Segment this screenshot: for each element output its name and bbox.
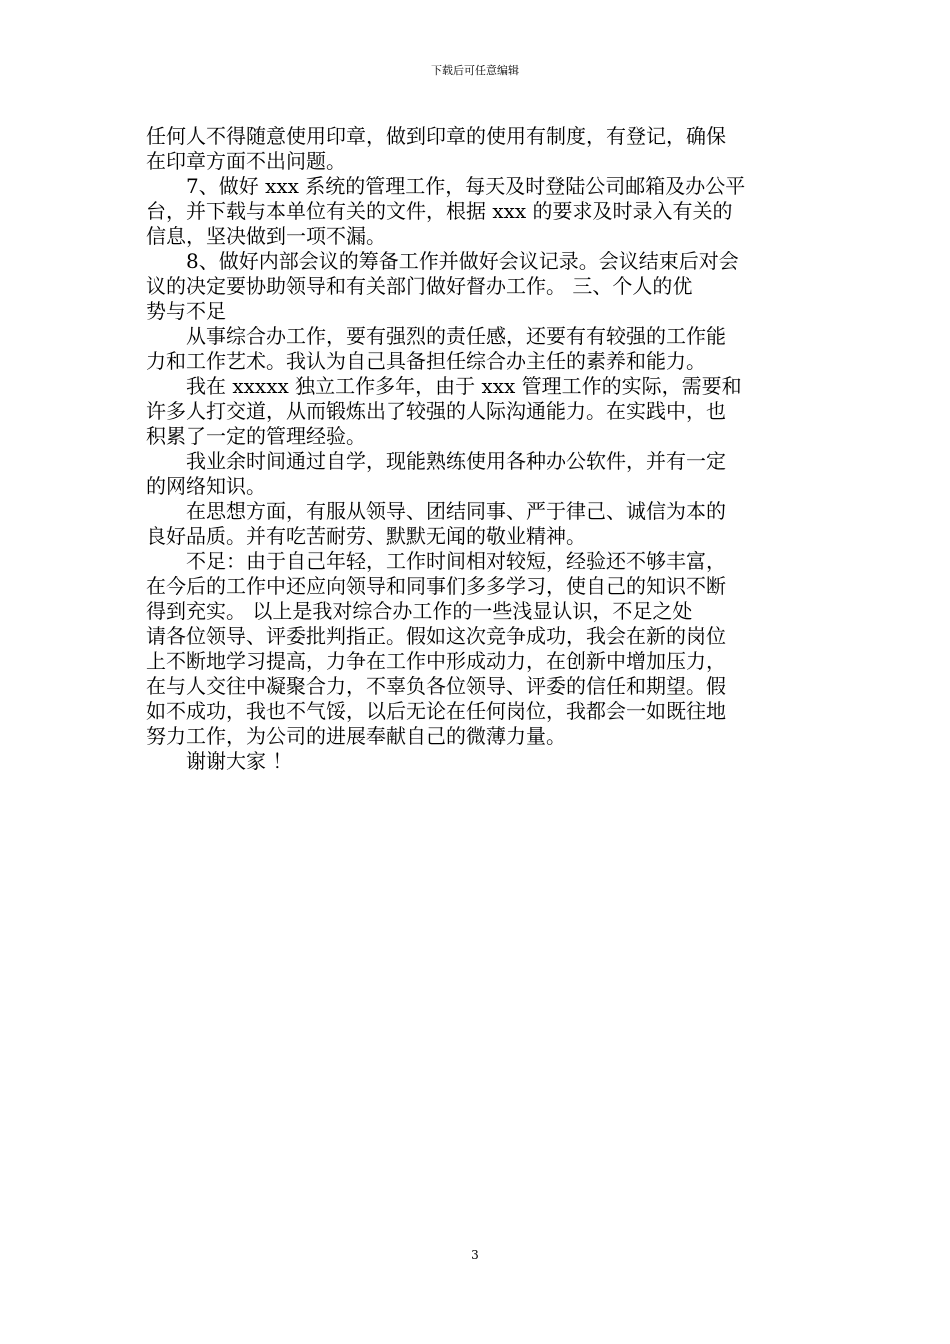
text-line: 不足：由于自己年轻，工作时间相对较短，经验还不够丰富， — [186, 549, 726, 573]
text-line: 努力工作，为公司的进展奉献自己的微薄力量。 — [146, 724, 566, 748]
text-line: 从事综合办工作，要有强烈的责任感，还要有有较强的工作能 — [186, 324, 726, 348]
page-number: 3 — [471, 1248, 479, 1262]
text-line: 在思想方面，有服从领导、团结同事、严于律己、诚信为本的 — [186, 499, 726, 523]
text-line: 在与人交往中凝聚合力，不辜负各位领导、评委的信任和期望。假 — [146, 674, 726, 698]
text-line: 的网络知识。 — [146, 474, 266, 498]
text-line: 如不成功，我也不气馁，以后无论在任何岗位，我都会一如既往地 — [146, 699, 726, 723]
text-line: 积累了一定的管理经验。 — [146, 424, 366, 448]
text-line: 我在 xxxxx 独立工作多年，由于 xxx 管理工作的实际，需要和 — [186, 374, 742, 398]
text-line: 7、做好 xxx 系统的管理工作，每天及时登陆公司邮箱及办公平 — [186, 174, 746, 198]
text-line: 许多人打交道，从而锻炼出了较强的人际沟通能力。在实践中，也 — [146, 399, 726, 423]
text-line: 任何人不得随意使用印章，做到印章的使用有制度，有登记，确保 — [146, 124, 726, 148]
document-body — [146, 124, 806, 774]
page-header: 下载后可任意编辑 — [431, 64, 519, 77]
text-line: 谢谢大家 ！ — [186, 749, 293, 773]
text-line: 在今后的工作中还应向领导和同事们多多学习，使自己的知识不断 — [146, 574, 726, 598]
text-line: 势与不足 — [146, 299, 226, 323]
text-line: 得到充实。 以上是我对综合办工作的一些浅显认识，不足之处 — [146, 599, 693, 623]
text-line: 议的决定要协助领导和有关部门做好督办工作。 三、个人的优 — [146, 274, 693, 298]
text-line: 良好品质。并有吃苦耐劳、默默无闻的敬业精神。 — [146, 524, 586, 548]
text-line: 我业余时间通过自学，现能熟练使用各种办公软件，并有一定 — [186, 449, 726, 473]
text-line: 台，并下载与本单位有关的文件，根据 xxx 的要求及时录入有关的 — [146, 199, 733, 223]
text-line: 力和工作艺术。我认为自己具备担任综合办主任的素养和能力。 — [146, 349, 706, 373]
text-line: 信息，坚决做到一项不漏。 — [146, 224, 386, 248]
text-line: 请各位领导、评委批判指正。假如这次竞争成功，我会在新的岗位 — [146, 624, 726, 648]
text-line: 8、做好内部会议的筹备工作并做好会议记录。会议结束后对会 — [186, 249, 739, 273]
text-line: 上不断地学习提高，力争在工作中形成动力，在创新中增加压力， — [146, 649, 726, 673]
text-line: 在印章方面不出问题。 — [146, 149, 346, 173]
